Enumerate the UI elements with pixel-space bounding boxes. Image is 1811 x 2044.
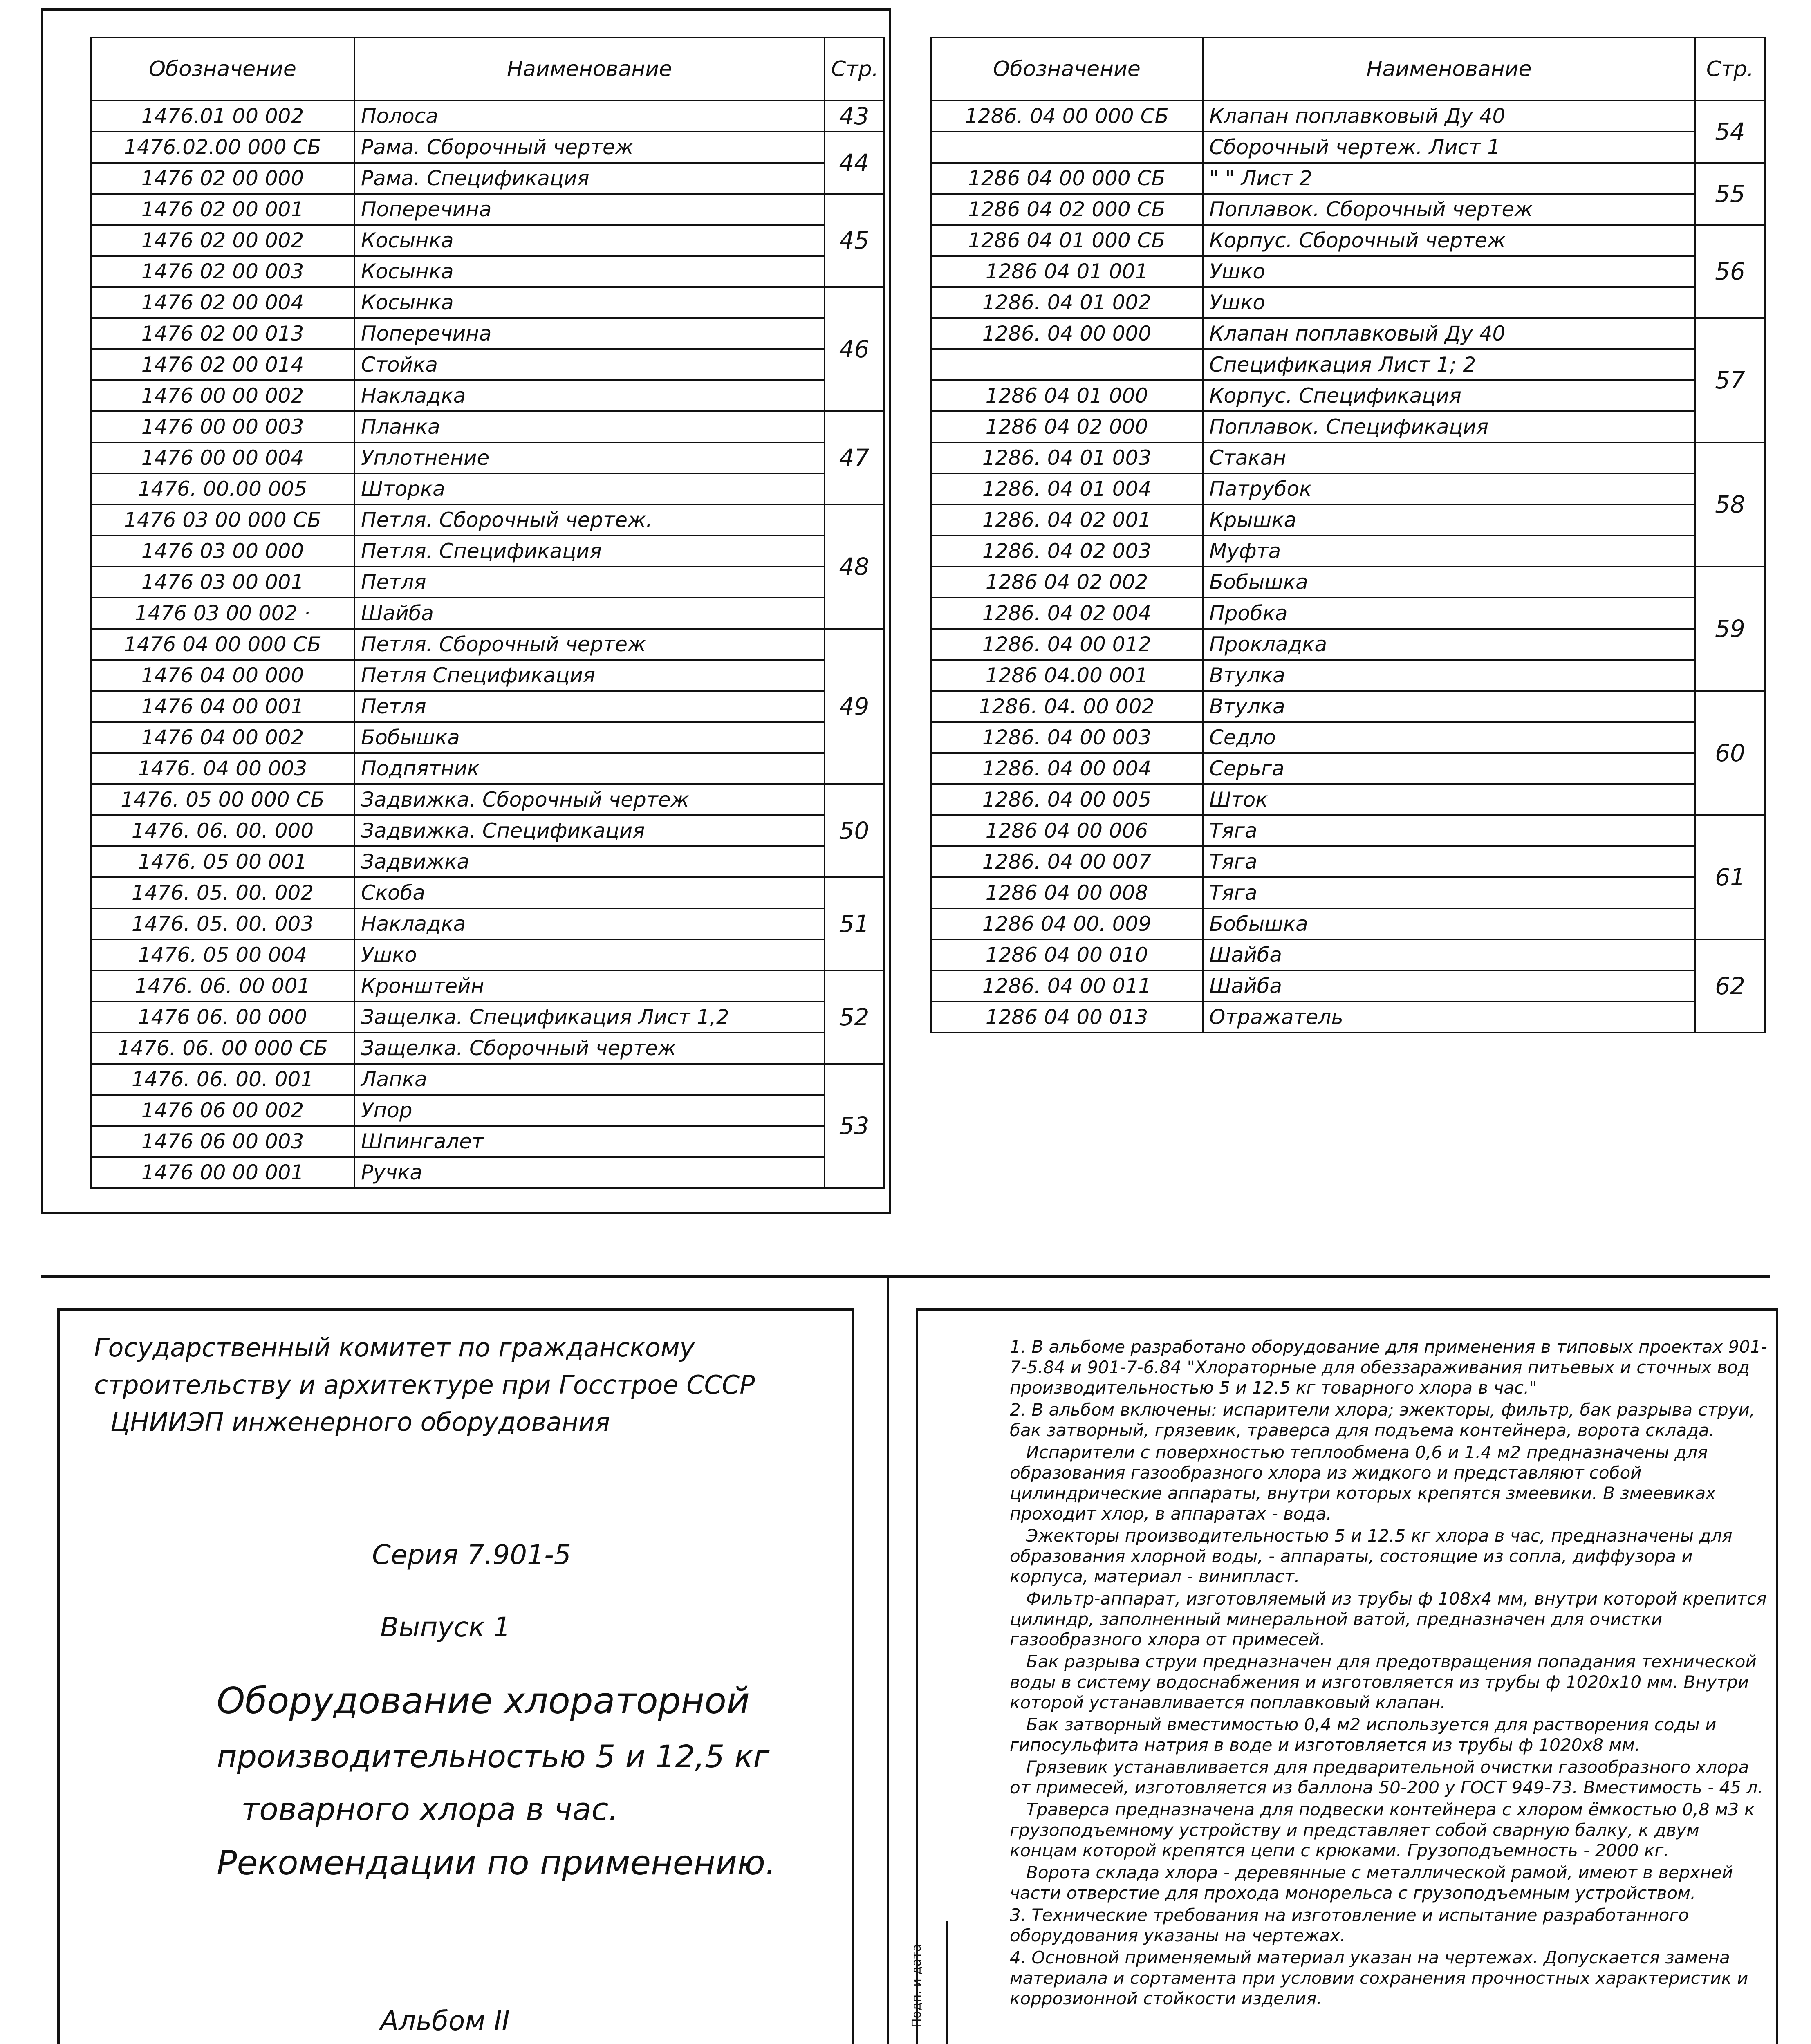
row-page: 49: [825, 629, 884, 784]
row-name: Шайба: [1203, 939, 1695, 970]
row-name: Шайба: [354, 598, 825, 629]
row-name: Стакан: [1203, 442, 1695, 473]
row-code: 1476 06 00 003: [91, 1126, 354, 1157]
top-bottom-divider: [41, 1275, 1770, 1278]
row-code: 1476 02 00 003: [91, 256, 354, 287]
table-row: [91, 287, 884, 318]
row-code: 1286. 04 01 003: [931, 442, 1203, 473]
row-code: 1476 04 00 001: [91, 691, 354, 722]
row-name: Шайба: [1203, 970, 1695, 1002]
row-page: 61: [1695, 815, 1765, 939]
table-row: [91, 380, 884, 411]
row-name: Бобышка: [1203, 908, 1695, 939]
table-row: [931, 101, 1765, 132]
table-row: [931, 970, 1765, 1002]
row-name: Ручка: [354, 1157, 825, 1188]
row-code: 1286 04 02 002: [931, 567, 1203, 598]
row-name: Уплотнение: [354, 442, 825, 473]
row-code: 1286. 04 00 003: [931, 722, 1203, 753]
row-name: Кронштейн: [354, 970, 825, 1002]
row-name: Защелка. Сборочный чертеж: [354, 1033, 825, 1064]
table-row: [931, 536, 1765, 567]
table-row: [931, 442, 1765, 473]
row-code: 1476.02.00 000 СБ: [91, 132, 354, 163]
row-code: 1286 04 01 000: [931, 380, 1203, 411]
row-name: Поперечина: [354, 318, 825, 349]
row-name: Задвижка: [354, 846, 825, 877]
row-code: 1476. 06. 00 001: [91, 970, 354, 1002]
row-code: 1286 04 00. 009: [931, 908, 1203, 939]
table-row: [931, 877, 1765, 908]
org-line-3: ЦНИИЭП инженерного оборудования: [110, 1407, 610, 1437]
table-row: [931, 411, 1765, 442]
table-row: [931, 318, 1765, 349]
row-name: Планка: [354, 411, 825, 442]
row-page: 44: [825, 132, 884, 194]
row-code: 1286. 04 00 007: [931, 846, 1203, 877]
row-name: Сборочный чертеж. Лист 1: [1203, 132, 1695, 163]
row-code: 1476 03 00 000 СБ: [91, 504, 354, 536]
note-4: Эжекторы производительностью 5 и 12.5 кг хлора в час, предназначены для образования хлорной воды, - аппараты, состоящие из сопла, диффузора и корпуса, материал - винипласт.: [1010, 1526, 1733, 1587]
row-page: 51: [825, 877, 884, 970]
table-row: [91, 691, 884, 722]
row-name: " " Лист 2: [1203, 163, 1695, 194]
row-code: 1286. 04 00 000: [931, 318, 1203, 349]
table-row: [91, 473, 884, 504]
row-code: 1476 04 00 002: [91, 722, 354, 753]
table-row: [931, 753, 1765, 784]
row-code: 1476 04 00 000: [91, 660, 354, 691]
row-code: 1286. 04. 00 002: [931, 691, 1203, 722]
table-row: [931, 349, 1765, 380]
row-code: 1476. 00.00 005: [91, 473, 354, 504]
col-code-header: Обозначение: [931, 38, 1203, 101]
table-row: [91, 1126, 884, 1157]
col-page-header: Стр.: [1695, 38, 1765, 101]
table-row: [931, 908, 1765, 939]
table-row: [931, 504, 1765, 536]
row-name: Седло: [1203, 722, 1695, 753]
table-row: [931, 225, 1765, 256]
note-6: Бак разрыва струи предназначен для предотвращения попадания технической воды в систему водоснабжения и изготовляется из трубы ф 1020х10 мм. Внутри которой устанавливается поплавковый клапан.: [1010, 1652, 1757, 1712]
row-code: 1286. 04 02 001: [931, 504, 1203, 536]
row-code: 1286. 04 00 012: [931, 629, 1203, 660]
row-name: Задвижка. Сборочный чертеж: [354, 784, 825, 815]
table-row: [931, 629, 1765, 660]
table-row: [931, 1002, 1765, 1033]
row-code: [931, 132, 1203, 163]
left-spec-table: [90, 37, 885, 1189]
row-code: 1476 06. 00 000: [91, 1002, 354, 1033]
row-name: Ушко: [354, 939, 825, 970]
table-row: [91, 970, 884, 1002]
row-code: 1476 00 00 004: [91, 442, 354, 473]
table-row: [91, 411, 884, 442]
row-code: 1286 04 01 000 СБ: [931, 225, 1203, 256]
row-name: Пробка: [1203, 598, 1695, 629]
row-name: Косынка: [354, 256, 825, 287]
row-code: 1286 04 00 010: [931, 939, 1203, 970]
row-code: 1286. 04 01 002: [931, 287, 1203, 318]
row-code: 1286. 04 00 011: [931, 970, 1203, 1002]
row-code: 1476. 06. 00 000 СБ: [91, 1033, 354, 1064]
row-code: 1286 04 00 000 СБ: [931, 163, 1203, 194]
table-row: [931, 598, 1765, 629]
row-code: 1476 00 00 001: [91, 1157, 354, 1188]
note-2: 2. В альбом включены: испарители хлора; эжекторы, фильтр, бак разрыва струи, бак затворный, грязевик, траверса для подъема контейнера, ворота склада.: [1010, 1400, 1755, 1440]
table-row: [931, 163, 1765, 194]
note-7: Бак затворный вместимостью 0,4 м2 используется для растворения соды и гипосульфита натрия в воде и изготовляется из трубы ф 1020х8 мм.: [1010, 1715, 1717, 1755]
row-name: Стойка: [354, 349, 825, 380]
row-page: 43: [825, 101, 884, 132]
table-row: [91, 349, 884, 380]
table-row: [931, 256, 1765, 287]
table-row: [91, 629, 884, 660]
table-row: [91, 815, 884, 846]
table-row: [91, 877, 884, 908]
right-table-header: [931, 38, 1765, 101]
table-row: [91, 256, 884, 287]
table-row: [931, 380, 1765, 411]
table-row: [931, 691, 1765, 722]
row-name: Шток: [1203, 784, 1695, 815]
row-name: Клапан поплавковый Ду 40: [1203, 101, 1695, 132]
row-name: Корпус. Спецификация: [1203, 380, 1695, 411]
org-line-1: Государственный комитет по гражданскому: [94, 1333, 695, 1363]
row-code: 1286 04 01 001: [931, 256, 1203, 287]
table-row: [91, 163, 884, 194]
table-row: [931, 815, 1765, 846]
row-code: 1286. 04 00 000 СБ: [931, 101, 1203, 132]
table-row: [91, 1002, 884, 1033]
row-name: Поперечина: [354, 194, 825, 225]
col-name-header: Наименование: [354, 38, 825, 101]
note-1: 1. В альбоме разработано оборудование для применения в типовых проектах 901-7-5.84 и 901-7-6.84 "Хлораторные для обеззараживания питьевых и сточных вод производительностью 5 и 12.5 кг товарного хлора в час.": [1010, 1337, 1767, 1398]
table-row: [931, 287, 1765, 318]
table-row: [91, 132, 884, 163]
row-page: 59: [1695, 567, 1765, 691]
table-row: [91, 598, 884, 629]
row-code: 1286 04.00 001: [931, 660, 1203, 691]
row-code: 1476 03 00 002 ·: [91, 598, 354, 629]
row-page: 60: [1695, 691, 1765, 815]
row-code: 1476 06 00 002: [91, 1095, 354, 1126]
row-code: [931, 349, 1203, 380]
row-name: Тяга: [1203, 815, 1695, 846]
table-row: [931, 660, 1765, 691]
table-row: [91, 846, 884, 877]
table-row: [91, 753, 884, 784]
album-label: Альбом II: [380, 2005, 510, 2037]
right-spec-table: [930, 37, 1766, 1033]
table-row: [931, 784, 1765, 815]
org-line-2: строительству и архитектуре при Госстрое СССР: [94, 1370, 755, 1400]
row-name: Серьга: [1203, 753, 1695, 784]
table-row: [91, 504, 884, 536]
row-code: 1476 00 00 002: [91, 380, 354, 411]
row-name: Клапан поплавковый Ду 40: [1203, 318, 1695, 349]
row-page: 48: [825, 504, 884, 629]
row-code: 1476. 05 00 001: [91, 846, 354, 877]
row-code: 1286. 04 02 004: [931, 598, 1203, 629]
row-page: 57: [1695, 318, 1765, 442]
table-row: [91, 1095, 884, 1126]
row-name: Крышка: [1203, 504, 1695, 536]
row-code: 1476 04 00 000 СБ: [91, 629, 354, 660]
table-row: [931, 473, 1765, 504]
title-line-4: Рекомендации по применению.: [217, 1844, 776, 1883]
table-row: [91, 442, 884, 473]
row-name: Петля Спецификация: [354, 660, 825, 691]
row-name: Петля. Сборочный чертеж: [354, 629, 825, 660]
row-name: Полоса: [354, 101, 825, 132]
row-code: 1476. 06. 00. 001: [91, 1064, 354, 1095]
row-name: Скоба: [354, 877, 825, 908]
table-row: [931, 846, 1765, 877]
table-row: [931, 194, 1765, 225]
row-page: 45: [825, 194, 884, 287]
col-name-header: Наименование: [1203, 38, 1695, 101]
row-page: 55: [1695, 163, 1765, 225]
row-code: 1286 04 00 008: [931, 877, 1203, 908]
row-code: 1286. 04 02 003: [931, 536, 1203, 567]
note-10: Ворота склада хлора - деревянные с металлической рамой, имеют в верхней части отверстие для прохода монорельса с грузоподъемным устройством.: [1010, 1862, 1733, 1903]
table-row: [91, 194, 884, 225]
row-code: 1286. 04 01 004: [931, 473, 1203, 504]
row-code: 1286 04 00 013: [931, 1002, 1203, 1033]
row-name: Петля. Сборочный чертеж.: [354, 504, 825, 536]
note-9: Траверса предназначена для подвески контейнера с хлором ёмкостью 0,8 м3 к грузоподъемному устройству и представляет собой сварную балку, к двум концам которой крепятся цепи с крюками. Грузоподъемность - 2000 кг.: [1010, 1800, 1755, 1860]
row-page: 62: [1695, 939, 1765, 1033]
row-name: Ушко: [1203, 287, 1695, 318]
row-name: Спецификация Лист 1; 2: [1203, 349, 1695, 380]
note-11: 3. Технические требования на изготовление и испытание разработанного оборудования указаны на чертежах.: [1010, 1905, 1689, 1945]
table-row: [91, 318, 884, 349]
issue-label: Выпуск 1: [380, 1611, 511, 1643]
row-name: Поплавок. Сборочный чертеж: [1203, 194, 1695, 225]
row-page: 52: [825, 970, 884, 1064]
row-name: Втулка: [1203, 691, 1695, 722]
row-name: Тяга: [1203, 846, 1695, 877]
row-name: Подпятник: [354, 753, 825, 784]
row-page: 53: [825, 1064, 884, 1188]
left-table-header: [91, 38, 884, 101]
table-row: [91, 101, 884, 132]
row-name: Тяга: [1203, 877, 1695, 908]
row-name: Косынка: [354, 287, 825, 318]
row-code: 1286 04 00 006: [931, 815, 1203, 846]
row-name: Петля. Спецификация: [354, 536, 825, 567]
bottom-center-divider: [887, 1275, 889, 2044]
side-label-4: [910, 2028, 924, 2044]
table-row: [91, 567, 884, 598]
table-row: [91, 1157, 884, 1188]
row-code: 1286. 04 00 005: [931, 784, 1203, 815]
title-sheet: [94, 1325, 850, 2044]
side-label-5: Подп. и дата: [910, 1944, 924, 2028]
table-row: [91, 660, 884, 691]
row-code: 1476 02 00 001: [91, 194, 354, 225]
row-code: 1476 02 00 013: [91, 318, 354, 349]
row-name: Накладка: [354, 908, 825, 939]
row-code: 1476. 05. 00. 003: [91, 908, 354, 939]
row-code: 1286 04 02 000: [931, 411, 1203, 442]
table-row: [91, 536, 884, 567]
note-12: 4. Основной применяемый материал указан на чертежах. Допускается замена материала и сортамента при условии сохранения прочностных характеристик и коррозионной стойкости изделия.: [1010, 1948, 1748, 2008]
row-name: Прокладка: [1203, 629, 1695, 660]
row-name: Ушко: [1203, 256, 1695, 287]
row-name: Бобышка: [1203, 567, 1695, 598]
row-page: 54: [1695, 101, 1765, 163]
table-row: [931, 939, 1765, 970]
note-5: Фильтр-аппарат, изготовляемый из трубы ф 108х4 мм, внутри которой крепится цилиндр, заполненный минеральной ватой, предназначен для очистки газообразного хлора от примесей.: [1010, 1589, 1767, 1650]
row-code: 1286. 04 00 004: [931, 753, 1203, 784]
row-name: Патрубок: [1203, 473, 1695, 504]
series-label: Серия 7.901-5: [372, 1539, 571, 1571]
row-code: 1476 02 00 014: [91, 349, 354, 380]
table-row: [91, 225, 884, 256]
row-name: Муфта: [1203, 536, 1695, 567]
table-row: [931, 132, 1765, 163]
row-code: 1476. 06. 00. 000: [91, 815, 354, 846]
row-name: Защелка. Спецификация Лист 1,2: [354, 1002, 825, 1033]
row-name: Шторка: [354, 473, 825, 504]
row-name: Лапка: [354, 1064, 825, 1095]
row-page: 50: [825, 784, 884, 877]
row-name: Корпус. Сборочный чертеж: [1203, 225, 1695, 256]
row-code: 1476 02 00 002: [91, 225, 354, 256]
row-code: 1476. 05 00 004: [91, 939, 354, 970]
row-code: 1476 02 00 000: [91, 163, 354, 194]
row-name: Шпингалет: [354, 1126, 825, 1157]
row-page: 58: [1695, 442, 1765, 567]
table-row: [91, 1064, 884, 1095]
col-page-header: Стр.: [825, 38, 884, 101]
table-row: [91, 722, 884, 753]
title-line-2: производительностью 5 и 12,5 кг: [217, 1738, 770, 1775]
row-code: 1476 03 00 001: [91, 567, 354, 598]
row-name: Поплавок. Спецификация: [1203, 411, 1695, 442]
note-8: Грязевик устанавливается для предварительной очистки газообразного хлора от примесей, изготовляется из баллона 50-200 у ГОСТ 949-73. Вместимость - 45 л.: [1010, 1757, 1763, 1797]
table-row: [91, 1033, 884, 1064]
note-3: Испарители с поверхностью теплообмена 0,6 и 1.4 м2 предназначены для образования газообразного хлора из жидкого и представляют собой цилиндрические аппараты, внутри которых крепятся змеевики. В змеевиках проходит хлор, в аппаратах - вода.: [1010, 1442, 1716, 1524]
row-code: 1476.01 00 002: [91, 101, 354, 132]
row-page: 56: [1695, 225, 1765, 318]
row-name: Втулка: [1203, 660, 1695, 691]
title-line-1: Оборудование хлораторной: [217, 1680, 750, 1722]
row-page: 46: [825, 287, 884, 411]
row-code: 1476. 04 00 003: [91, 753, 354, 784]
table-row: [91, 939, 884, 970]
title-line-3: товарного хлора в час.: [241, 1791, 619, 1827]
row-code: 1476 03 00 000: [91, 536, 354, 567]
table-row: [91, 908, 884, 939]
row-code: 1476 00 00 003: [91, 411, 354, 442]
main-title: [94, 1680, 850, 1883]
row-name: Накладка: [354, 380, 825, 411]
row-name: Упор: [354, 1095, 825, 1126]
row-name: Рама. Спецификация: [354, 163, 825, 194]
row-name: Задвижка. Спецификация: [354, 815, 825, 846]
table-row: [931, 567, 1765, 598]
row-code: 1476. 05 00 000 СБ: [91, 784, 354, 815]
row-page: 47: [825, 411, 884, 504]
row-code: 1286 04 02 000 СБ: [931, 194, 1203, 225]
row-code: 1476 02 00 004: [91, 287, 354, 318]
table-row: [931, 722, 1765, 753]
side-strip-labels: [910, 1921, 948, 2044]
row-name: Петля: [354, 567, 825, 598]
table-row: [91, 784, 884, 815]
col-code-header: Обозначение: [91, 38, 354, 101]
row-code: 1476. 05. 00. 002: [91, 877, 354, 908]
notes-text: [1010, 1337, 1770, 2010]
row-name: Бобышка: [354, 722, 825, 753]
row-name: Рама. Сборочный чертеж: [354, 132, 825, 163]
row-name: Косынка: [354, 225, 825, 256]
row-name: Отражатель: [1203, 1002, 1695, 1033]
row-name: Петля: [354, 691, 825, 722]
